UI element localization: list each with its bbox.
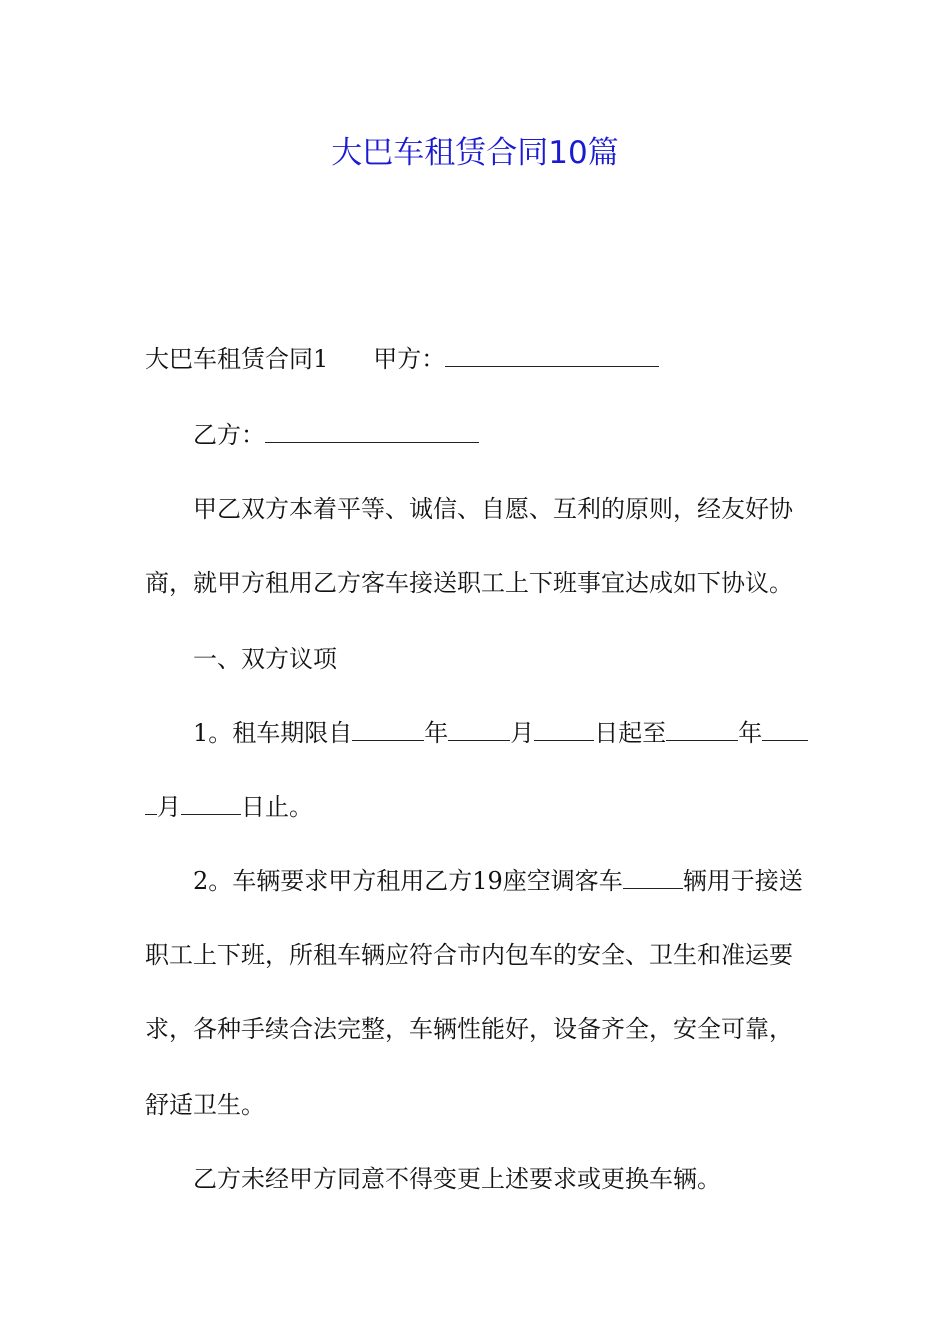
vehicle-count-blank: [623, 866, 683, 889]
intro-line-2: 商，就甲方租用乙方客车接送职工上下班事宜达成如下协议。: [145, 569, 793, 597]
start-day-blank: [534, 718, 594, 741]
party-a-label: 甲方：: [373, 345, 446, 373]
end-month-blank-part1: [762, 718, 808, 741]
party-b-label: 乙方：: [193, 421, 265, 449]
end-year-blank: [666, 718, 738, 741]
party-b-blank: [265, 420, 479, 443]
item1-month2: 月: [157, 793, 181, 821]
end-month-blank-part2: [145, 792, 157, 815]
item2-line-3: 求，各种手续合法完整，车辆性能好，设备齐全，安全可靠，: [145, 1015, 793, 1043]
contract-header-line: [145, 344, 659, 374]
start-month-blank: [448, 718, 510, 741]
party-b-line: [193, 420, 479, 450]
vehicle-change-note: 乙方未经甲方同意不得变更上述要求或更换车辆。: [193, 1165, 721, 1193]
section-heading: 一、双方议项: [193, 645, 337, 673]
intro-line-1: 甲乙双方本着平等、诚信、自愿、互利的原则，经友好协: [193, 495, 793, 523]
item1-year1: 年: [424, 719, 449, 747]
item2-line-2: 职工上下班，所租车辆应符合市内包车的安全、卫生和准运要: [145, 941, 793, 969]
contract-subtitle: 大巴车租赁合同1: [145, 345, 329, 373]
party-a-blank: [445, 344, 659, 367]
document-title: 大巴车租赁合同10篇: [331, 135, 619, 171]
item1-end: 日止。: [241, 793, 313, 821]
item1-line-1: [193, 718, 808, 748]
item1-month1: 月: [510, 719, 535, 747]
item2-line-4: 舒适卫生。: [145, 1091, 265, 1119]
item1-line-2: [145, 792, 313, 822]
item1-prefix: 1。租车期限自: [193, 719, 353, 747]
item2-line-1: [193, 866, 803, 896]
end-day-blank: [181, 792, 241, 815]
item2-prefix: 2。车辆要求甲方租用乙方19座空调客车: [193, 867, 623, 895]
item1-day1: 日起至: [594, 719, 667, 747]
start-year-blank: [352, 718, 424, 741]
item1-year2: 年: [738, 719, 763, 747]
item2-suffix: 辆用于接送: [682, 867, 803, 895]
